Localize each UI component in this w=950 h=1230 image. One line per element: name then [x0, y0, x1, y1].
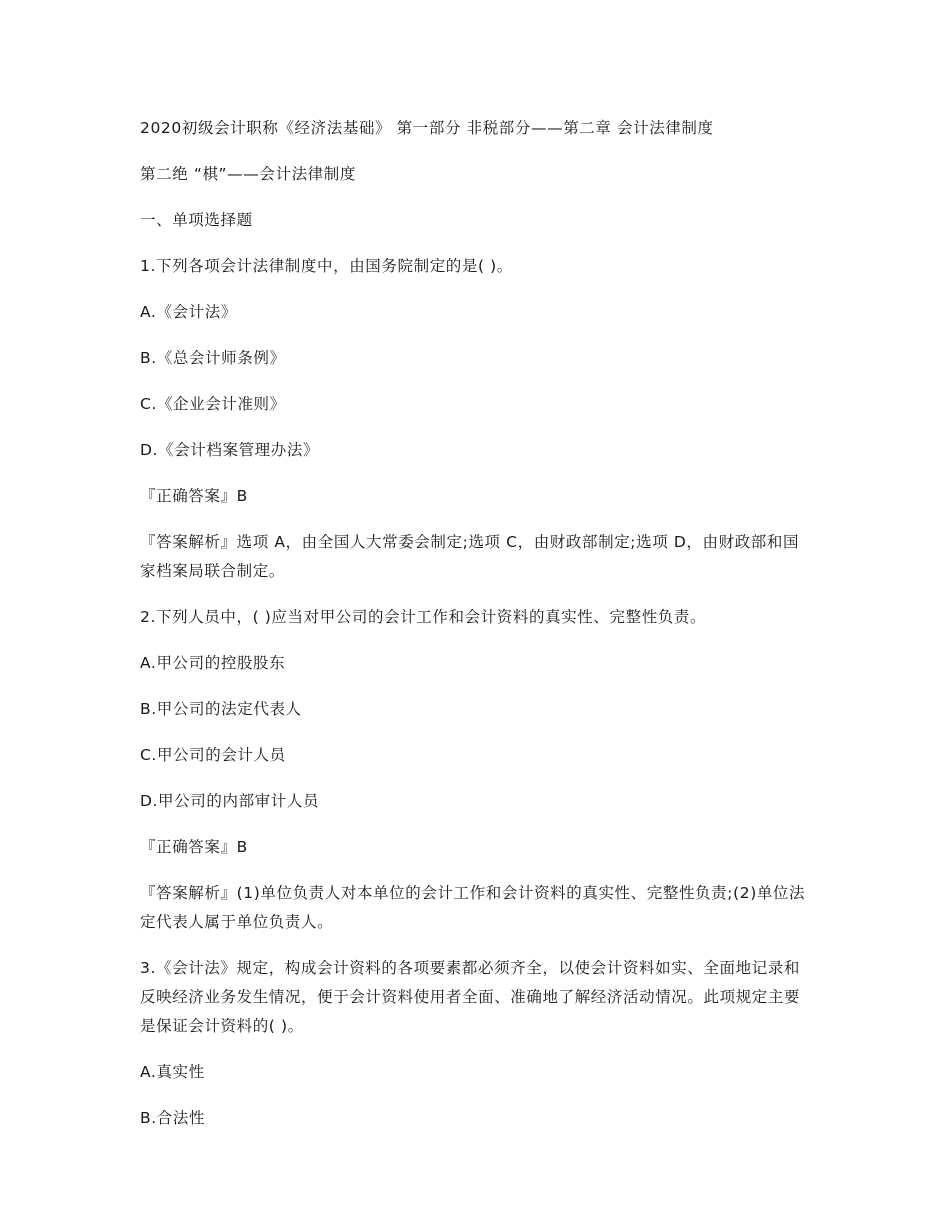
question-1-option-c: C.《企业会计准则》	[140, 395, 286, 413]
question-1-option-b: B.《总会计师条例》	[140, 349, 286, 367]
question-1-option-a: A.《会计法》	[140, 303, 237, 321]
question-1-answer: 『正确答案』B	[140, 487, 248, 505]
question-1-analysis: 『答案解析』选项 A，由全国人大常委会制定;选项 C，由财政部制定;选项 D，由财政部和国家档案局联合制定。	[140, 533, 800, 580]
question-1-option-d: D.《会计档案管理办法》	[140, 441, 320, 459]
question-3-option-a: A.真实性	[140, 1063, 205, 1081]
document-title: 2020初级会计职称《经济法基础》 第一部分 非税部分——第二章 会计法律制度	[140, 119, 714, 137]
question-3-stem: 3.《会计法》规定，构成会计资料的各项要素都必须齐全，以使会计资料如实、全面地记录和反映经济业务发生情况，便于会计资料使用者全面、准确地了解经济活动情况。此项规定主要是保证会计资料的( )。	[140, 959, 801, 1035]
question-2-stem: 2.下列人员中，( )应当对甲公司的会计工作和会计资料的真实性、完整性负责。	[140, 608, 707, 626]
question-2-option-c: C.甲公司的会计人员	[140, 746, 286, 764]
question-1-stem: 1.下列各项会计法律制度中，由国务院制定的是( )。	[140, 257, 513, 275]
question-2-option-a: A.甲公司的控股股东	[140, 654, 286, 672]
question-3-option-b: B.合法性	[140, 1109, 206, 1127]
question-2-option-b: B.甲公司的法定代表人	[140, 700, 302, 718]
question-2-analysis: 『答案解析』(1)单位负责人对本单位的会计工作和会计资料的真实性、完整性负责;(2)单位法定代表人属于单位负责人。	[140, 884, 806, 931]
question-2-option-d: D.甲公司的内部审计人员	[140, 792, 320, 810]
document-page	[140, 114, 812, 1150]
section-heading: 一、单项选择题	[140, 211, 253, 229]
question-2-answer: 『正确答案』B	[140, 838, 248, 856]
document-subtitle: 第二绝 “棋”——会计法律制度	[140, 165, 356, 183]
